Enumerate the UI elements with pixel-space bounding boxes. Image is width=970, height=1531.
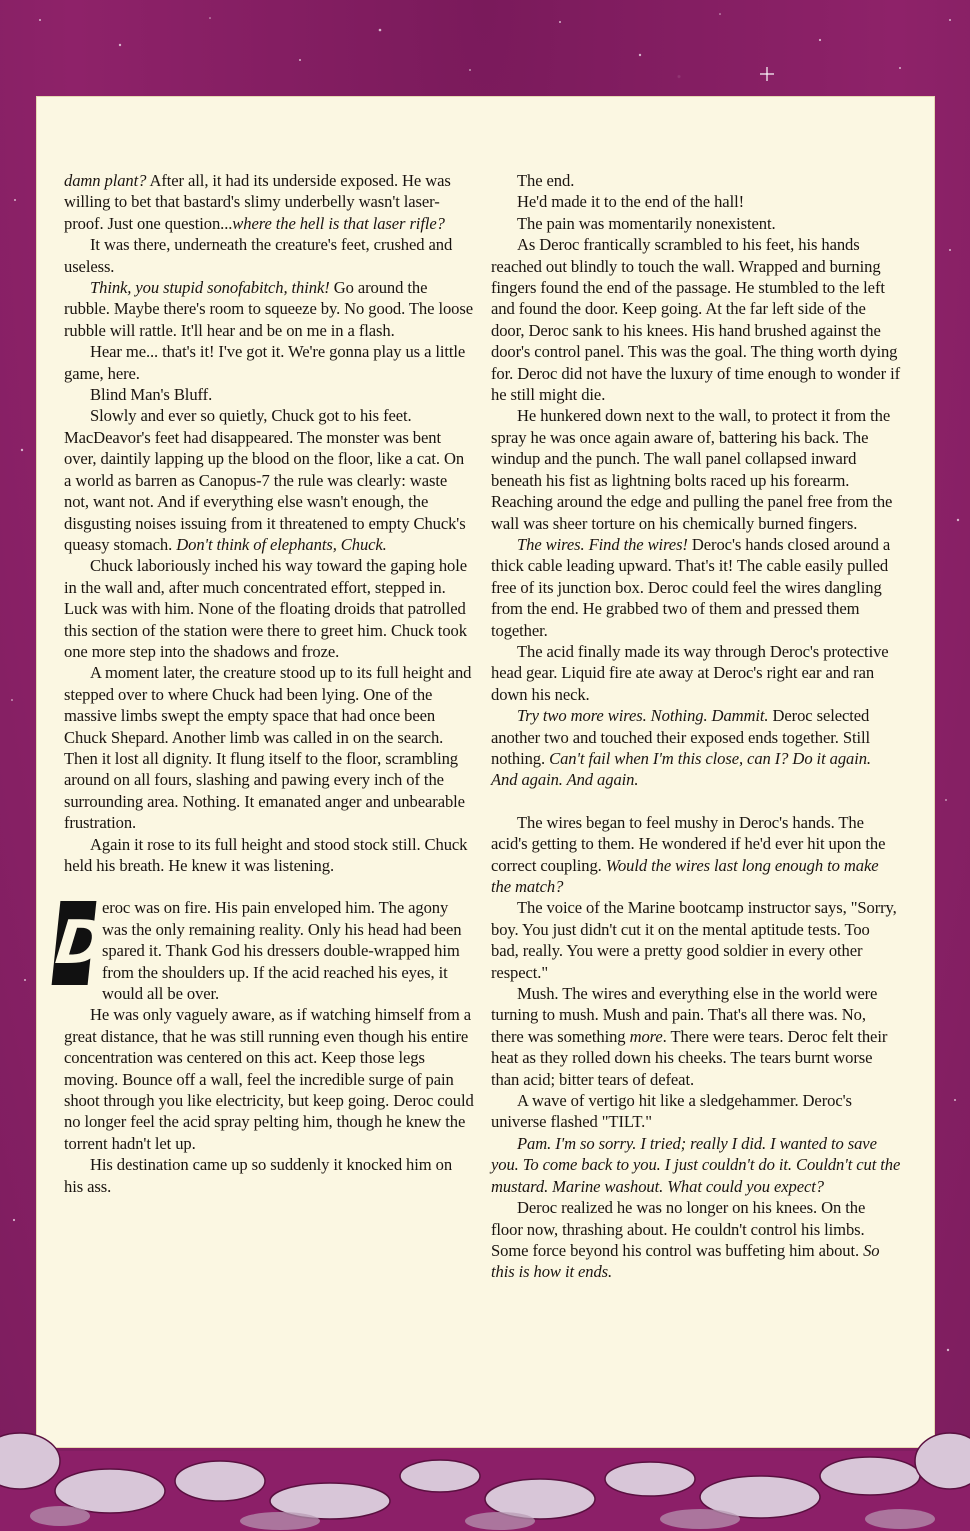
drop-cap: D (52, 901, 97, 985)
body-text: It was there, underneath the creature's feet, crushed and useless. (64, 235, 453, 276)
body-text: Deroc's hands closed around a thick cable leading upward. That's it! The cable easily pulled free of its junction box. Deroc could feel the wires dangling from the end. He grabbed two of them and pressed them together. (491, 534, 891, 640)
paragraph (491, 812, 901, 898)
body-text: He was only vaguely aware, as if watching himself from a great distance, that he was still running even though his entire concentration was centered on this act. Keep those legs moving. Bounce off a wall, feel the incredible surge of pain shoot through you like electricity, but keep going. Deroc could no longer feel the acid spray pelting him, though he knew the torrent hadn't let up. (64, 1005, 474, 1153)
body-text: The voice of the Marine bootcamp instructor says, "Sorry, boy. You just didn't cut it on the mental aptitude tests. Too bad, really. You were a pretty good soldier in every other respect." (491, 898, 897, 982)
paragraph (491, 705, 901, 791)
left-column (52, 170, 474, 1197)
paragraph (64, 555, 474, 662)
body-text: . There were tears. Deroc felt their heat as they rolled down his cheeks. The tears burnt worse than acid; bitter tears of defeat. (491, 1026, 888, 1089)
rocky-ground-decoration (0, 1421, 970, 1531)
paragraph (64, 1004, 474, 1154)
paragraph (491, 213, 901, 234)
body-text: Deroc selected another two and touched their exposed ends together. Still nothing. (491, 706, 870, 768)
body-text: Mush. The wires and everything else in the world were turning to mush. Mush and pain. That's all there was. No, there was something (491, 984, 878, 1046)
body-text: Deroc realized he was no longer on his knees. On the floor now, thrashing about. He couldn't control his limbs. Some force beyond his control was buffeting him about. (491, 1198, 866, 1260)
paragraph (491, 191, 901, 212)
italic-text: Think, you stupid sonofabitch, think! (90, 278, 330, 298)
body-text: Hear me... that's it! I've got it. We're gonna play us a little game, here. (64, 342, 466, 383)
body-text: Blind Man's Bluff. (90, 385, 213, 405)
text-panel (36, 96, 935, 1448)
body-text: The wires began to feel mushy in Deroc's hands. The acid's getting to them. He wondered if he'd ever hit upon the correct coupling. (491, 812, 886, 875)
paragraph (64, 170, 474, 234)
paragraph (491, 534, 901, 641)
body-text: He hunkered down next to the wall, to protect it from the spray he was once again aware of, battering his back. The windup and the punch. The wall panel collapsed inward beneath his fist as lightning bolts raced up his forearm. Reaching around the edge and pulling the panel free from the wall was sheer torture on his chemically burned fingers. (491, 406, 893, 533)
body-text: After all, it had its underside exposed. He was willing to bet that bastard's slimy underbelly wasn't laser-proof. Just one question... (64, 171, 451, 233)
paragraph (491, 234, 901, 405)
italic-text: Try two more wires. Nothing. Dammit. (517, 706, 769, 726)
italic-text: where the hell is that laser rifle? (232, 213, 445, 233)
paragraph (64, 405, 474, 555)
body-text: His destination came up so suddenly it knocked him on his ass. (64, 1155, 453, 1196)
body-text: The acid finally made its way through Deroc's protective head gear. Liquid fire ate away at Deroc's right ear and ran down his neck. (491, 641, 889, 704)
body-text: Again it rose to its full height and stood stock still. Chuck held his breath. He knew it was listening. (64, 834, 468, 875)
right-column (491, 170, 901, 1283)
italic-text: more (629, 1026, 663, 1046)
paragraph (52, 897, 474, 1004)
paragraph (491, 983, 901, 1090)
italic-text: So this is how it ends. (491, 1240, 880, 1282)
body-text: A wave of vertigo hit like a sledgehammer. Deroc's universe flashed "TILT." (491, 1091, 852, 1132)
body-text: He'd made it to the end of the hall! (517, 192, 745, 212)
paragraph (64, 662, 474, 833)
paragraph (64, 234, 474, 277)
paragraph (491, 1197, 901, 1283)
italic-text: Can't fail when I'm this close, can I? Do it again. And again. And again. (491, 748, 871, 790)
body-text: Chuck laboriously inched his way toward the gaping hole in the wall and, after much concentrated effort, stepped in. Luck was with him. None of the floating droids that patrolled this section of the station were there to greet him. Chuck took one more step into the shadows and froze. (64, 556, 467, 661)
body-text: A moment later, the creature stood up to its full height and stepped over to where Chuck had been lying. One of the massive limbs swept the empty space that had once been Chuck Shepard. Another limb was called in on the search. Then it lost all dignity. It flung itself to the floor, scrambling around on all fours, slashing and pawing every inch of the surrounding area. Nothing. It emanated anger and unbearable frustration. (64, 663, 472, 833)
paragraph (64, 1154, 474, 1197)
italic-text: Don't think of elephants, Chuck. (176, 534, 387, 554)
paragraph (491, 641, 901, 705)
paragraph (491, 1090, 901, 1133)
italic-text: Would the wires last long enough to make the match? (491, 855, 879, 896)
paragraph (491, 1133, 901, 1197)
body-text: eroc was on fire. His pain enveloped him. The agony was the only remaining reality. Only his head had been spared it. Thank God his dressers double-wrapped him from the shoulders up. If the acid reached his eyes, it would all be over. (102, 898, 462, 1004)
paragraph (64, 341, 474, 384)
paragraph (64, 384, 474, 405)
body-text: The pain was momentarily nonexistent. (517, 213, 776, 233)
paragraph (64, 834, 474, 877)
body-text: Go around the rubble. Maybe there's room to squeeze by. No good. The loose rubble will rattle. It'll hear and be on me in a flash. (64, 278, 473, 340)
paragraph (491, 897, 901, 983)
italic-text: Pam. I'm so sorry. I tried; really I did. I wanted to save you. To come back to you. I just couldn't do it. Couldn't cut the mustard. Marine washout. What could you expect? (491, 1133, 901, 1196)
body-text: Slowly and ever so quietly, Chuck got to his feet. MacDeavor's feet had disappeared. The monster was bent over, daintily lapping up the blood on the floor, like a cat. On a world as barren as Canopus-7 the rule was clearly: waste not, want not. And if everything else wasn't enough, the disgusting noises issuing from it threatened to empty Chuck's queasy stomach. (64, 406, 466, 554)
body-text: The end. (517, 171, 575, 190)
paragraph (64, 277, 474, 341)
italic-text: The wires. Find the wires! (517, 534, 688, 554)
body-text: As Deroc frantically scrambled to his feet, his hands reached out blindly to touch the wall. Wrapped and burning fingers found the end of the passage. He stumbled to the left and found the door. Keep going. At the far left side of the door, Deroc sank to his knees. His hand brushed against the door's control panel. This was the goal. The thing worth dying for. Deroc did not have the luxury of time enough to wonder if he still might die. (491, 235, 901, 405)
paragraph (491, 170, 901, 191)
italic-text: damn plant? (64, 171, 147, 190)
paragraph (491, 405, 901, 533)
